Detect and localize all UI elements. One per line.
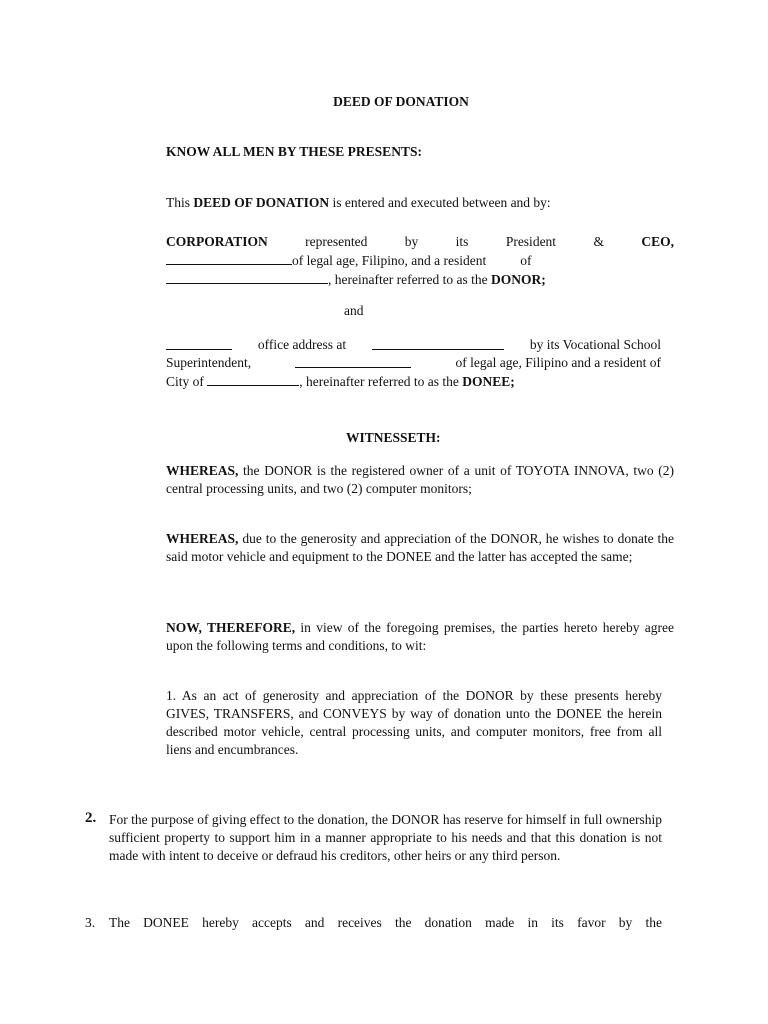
clause-3-word: the	[394, 915, 412, 930]
donor-party-block	[166, 233, 674, 289]
donor-address-blank	[166, 270, 328, 284]
donee-line-1: office address at by its Vocational School	[166, 336, 661, 354]
superintendent-blank	[295, 354, 411, 368]
clause-1: 1. As an act of generosity and appreciation of the DONOR by these presents hereby GIVES, TRANSFERS, and CONVEYS by way of donation unto the DONEE the herein described motor vehicle, central processing units, and computer monitors, free from all liens and encumbrances.	[166, 688, 662, 757]
city-blank	[207, 372, 299, 386]
clause-3-word: donation	[424, 915, 472, 930]
donor-line-3: , hereinafter referred to as the DONOR;	[166, 270, 674, 289]
clause-3-word: by	[618, 915, 633, 930]
donee-line-3: City of , hereinafter referred to as the DONEE;	[166, 374, 515, 389]
clause-3-number: 3.	[85, 915, 96, 930]
clause-2-number: 2.	[85, 810, 97, 826]
witnesseth-heading: WITNESSETH:	[346, 430, 441, 445]
clause-3-word: The	[109, 915, 130, 930]
donee-line-2: Superintendent, of legal age, Filipino and a resident of	[166, 355, 661, 370]
donee-office-blank	[372, 336, 504, 350]
donor-line-2: of legal age, Filipino, and a resident of	[166, 251, 674, 270]
clause-3-word: accepts	[252, 915, 292, 930]
intro-paragraph: This DEED OF DONATION is entered and executed between and by:	[166, 195, 551, 210]
clause-3-word: the	[645, 915, 662, 930]
clause-3	[109, 914, 662, 932]
donor-line-1: CORPORATION represented by its President & CEO,	[166, 234, 674, 249]
clause-3-line	[109, 914, 662, 932]
document-title: DEED OF DONATION	[333, 94, 469, 109]
clause-3-word: favor	[577, 915, 606, 930]
clause-3-word: and	[304, 915, 325, 930]
donor-name-blank	[166, 251, 292, 265]
clause-3-word: DONEE	[143, 915, 189, 930]
clause-3-word: receives	[337, 915, 382, 930]
preamble: KNOW ALL MEN BY THESE PRESENTS:	[166, 144, 422, 159]
now-therefore: NOW, THEREFORE, in view of the foregoing premises, the parties hereto hereby agree upon the following terms and conditions, to wit:	[166, 620, 674, 653]
donee-name-blank	[166, 336, 232, 350]
clause-2: For the purpose of giving effect to the donation, the DONOR has reserve for himself in full ownership sufficient property to support him in a manner appropriate to his needs and that this donation is not made with intent to deceive or defraud his creditors, other heirs or any third person.	[109, 812, 662, 863]
clause-3-word: its	[551, 915, 564, 930]
clause-3-word: in	[527, 915, 538, 930]
whereas-1: WHEREAS, the DONOR is the registered owner of a unit of TOYOTA INNOVA, two (2) central processing units, and two (2) computer monitors;	[166, 463, 674, 496]
and-word: and	[344, 303, 364, 318]
clause-3-word: hereby	[202, 915, 239, 930]
clause-3-word: made	[485, 915, 515, 930]
whereas-2: WHEREAS, due to the generosity and appreciation of the DONOR, he wishes to donate the said motor vehicle and equipment to the DONEE and the latter has accepted the same;	[166, 531, 674, 564]
donee-party-block	[166, 336, 661, 391]
